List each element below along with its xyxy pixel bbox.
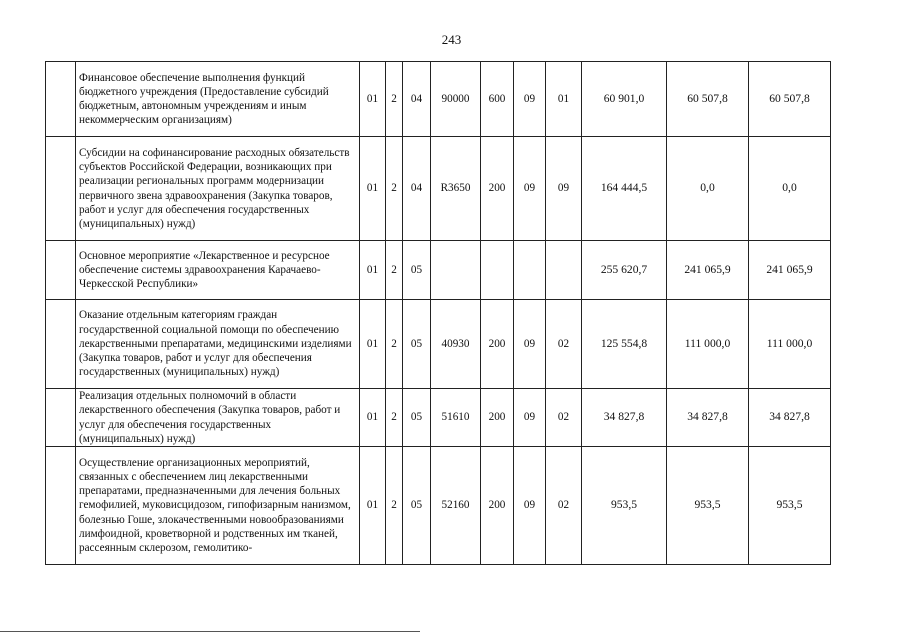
amount-1-cell: 953,5	[582, 447, 667, 565]
amount-1-cell: 255 620,7	[582, 241, 667, 300]
amount-2-cell: 34 827,8	[667, 389, 749, 447]
code-1-cell: 01	[360, 137, 386, 241]
table-row	[46, 447, 831, 565]
expense-type-code-cell: 200	[481, 447, 514, 565]
subsection-code-cell: 02	[546, 389, 582, 447]
code-1-cell: 01	[360, 389, 386, 447]
expense-type-code-cell: 200	[481, 300, 514, 389]
table-row	[46, 241, 831, 300]
target-article-code-cell: 51610	[431, 389, 481, 447]
row-description: Осуществление организационных мероприятий, связанных с обеспечением лиц лекарственными препаратами, предназначенными для лечения больных гемофилией, муковисцидозом, гипофизарным нанизмом, болезнью Гоше, злокачественными новообразованиями лимфоидной, кроветворной и родственных им тканей, рассеянным склерозом, гемолитико-	[76, 447, 360, 565]
section-code-cell	[514, 241, 546, 300]
code-3-cell: 05	[403, 447, 431, 565]
section-code-cell: 09	[514, 447, 546, 565]
expense-type-code-cell: 200	[481, 389, 514, 447]
expense-type-code-cell: 200	[481, 137, 514, 241]
subsection-code-cell	[546, 241, 582, 300]
section-code-cell: 09	[514, 62, 546, 137]
code-2-cell: 2	[386, 62, 403, 137]
amount-1-cell: 125 554,8	[582, 300, 667, 389]
row-number-cell	[46, 447, 76, 565]
row-number-cell	[46, 241, 76, 300]
row-description: Финансовое обеспечение выполнения функций бюджетного учреждения (Предоставление субсидий бюджетным, автономным учреждениям и иным некоммерческим организациям)	[76, 62, 360, 137]
code-3-cell: 05	[403, 300, 431, 389]
row-number-cell	[46, 389, 76, 447]
row-number-cell	[46, 62, 76, 137]
code-3-cell: 05	[403, 389, 431, 447]
table-row	[46, 389, 831, 447]
code-2-cell: 2	[386, 241, 403, 300]
subsection-code-cell: 09	[546, 137, 582, 241]
section-code-cell: 09	[514, 389, 546, 447]
code-1-cell: 01	[360, 62, 386, 137]
amount-3-cell: 34 827,8	[749, 389, 831, 447]
row-description: Реализация отдельных полномочий в области лекарственного обеспечения (Закупка товаров, работ и услуг для обеспечения государственных (муниципальных) нужд)	[76, 389, 360, 447]
subsection-code-cell: 02	[546, 300, 582, 389]
code-3-cell: 04	[403, 137, 431, 241]
code-2-cell: 2	[386, 137, 403, 241]
row-description: Оказание отдельным категориям граждан государственной социальной помощи по обеспечению лекарственными препаратами, медицинскими изделиями (Закупка товаров, работ и услуг для обеспечения государственных (муниципальных) нужд)	[76, 300, 360, 389]
expense-type-code-cell: 600	[481, 62, 514, 137]
table-row	[46, 300, 831, 389]
amount-3-cell: 60 507,8	[749, 62, 831, 137]
code-1-cell: 01	[360, 241, 386, 300]
expense-type-code-cell	[481, 241, 514, 300]
code-2-cell: 2	[386, 300, 403, 389]
target-article-code-cell	[431, 241, 481, 300]
amount-2-cell: 241 065,9	[667, 241, 749, 300]
target-article-code-cell: 40930	[431, 300, 481, 389]
scan-edge-line	[0, 631, 420, 632]
amount-3-cell: 111 000,0	[749, 300, 831, 389]
code-3-cell: 04	[403, 62, 431, 137]
section-code-cell: 09	[514, 137, 546, 241]
amount-1-cell: 34 827,8	[582, 389, 667, 447]
target-article-code-cell: 90000	[431, 62, 481, 137]
amount-2-cell: 60 507,8	[667, 62, 749, 137]
target-article-code-cell: R3650	[431, 137, 481, 241]
subsection-code-cell: 02	[546, 447, 582, 565]
amount-2-cell: 0,0	[667, 137, 749, 241]
target-article-code-cell: 52160	[431, 447, 481, 565]
code-2-cell: 2	[386, 447, 403, 565]
amount-2-cell: 111 000,0	[667, 300, 749, 389]
table-row	[46, 137, 831, 241]
table-row	[46, 62, 831, 137]
row-description: Субсидии на софинансирование расходных обязательств субъектов Российской Федерации, возникающих при реализации региональных программ модернизации первичного звена здравоохранения (Закупка товаров, работ и услуг для обеспечения государственных (муниципальных) нужд)	[76, 137, 360, 241]
amount-3-cell: 0,0	[749, 137, 831, 241]
section-code-cell: 09	[514, 300, 546, 389]
code-1-cell: 01	[360, 447, 386, 565]
code-2-cell: 2	[386, 389, 403, 447]
amount-3-cell: 953,5	[749, 447, 831, 565]
row-number-cell	[46, 300, 76, 389]
amount-3-cell: 241 065,9	[749, 241, 831, 300]
subsection-code-cell: 01	[546, 62, 582, 137]
row-number-cell	[46, 137, 76, 241]
amount-1-cell: 60 901,0	[582, 62, 667, 137]
row-description: Основное мероприятие «Лекарственное и ресурсное обеспечение системы здравоохранения Карачаево-Черкесской Республики»	[76, 241, 360, 300]
budget-table	[45, 61, 831, 565]
code-1-cell: 01	[360, 300, 386, 389]
code-3-cell: 05	[403, 241, 431, 300]
amount-1-cell: 164 444,5	[582, 137, 667, 241]
amount-2-cell: 953,5	[667, 447, 749, 565]
page-number: 243	[441, 32, 462, 47]
